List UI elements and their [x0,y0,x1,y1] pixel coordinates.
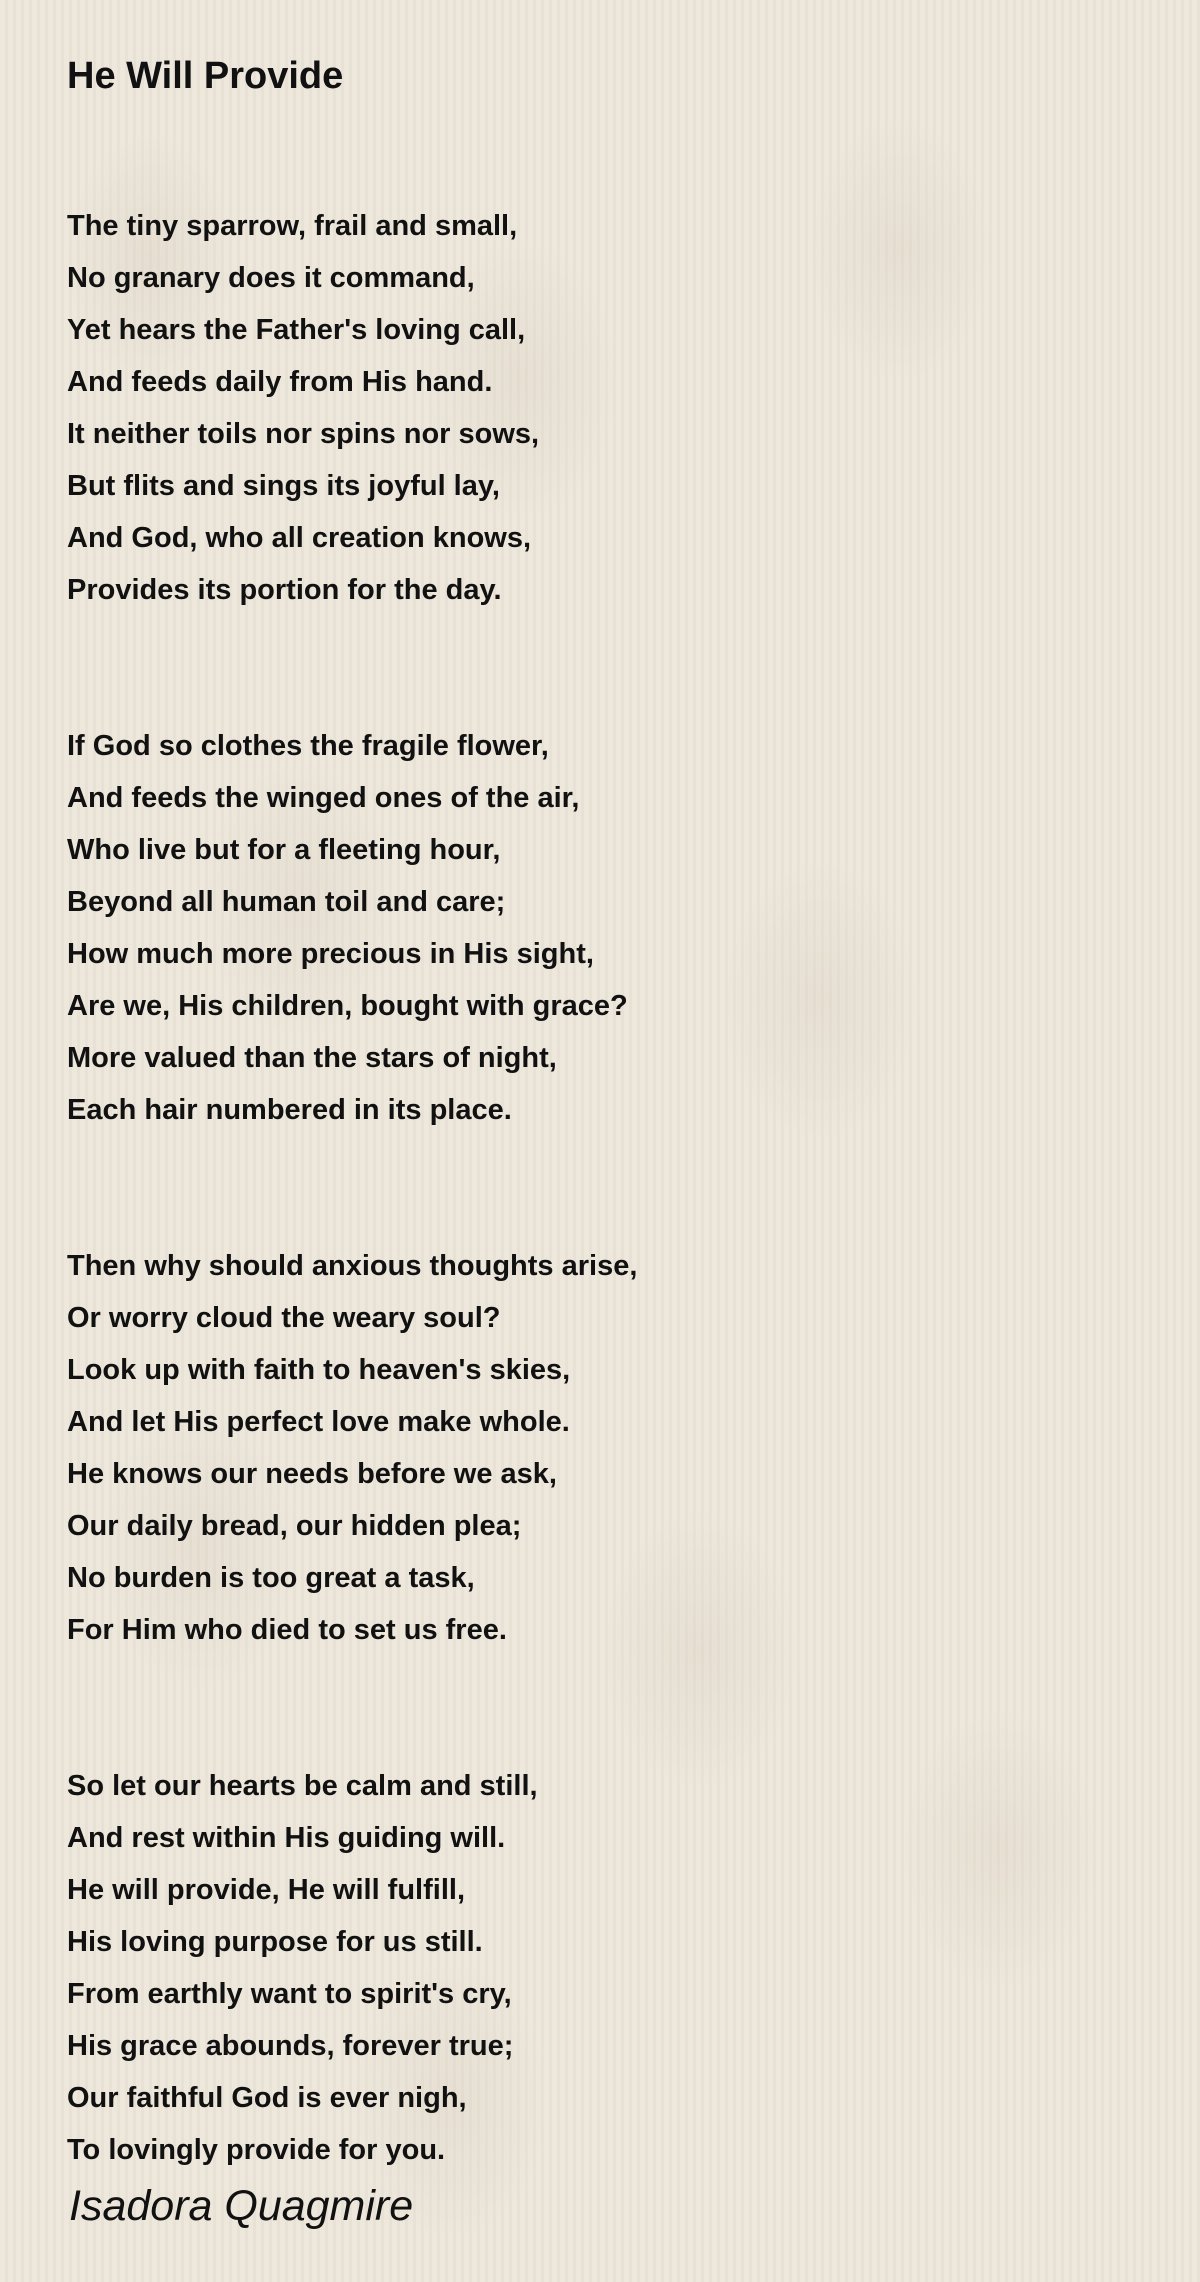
poem-line: And God, who all creation knows, [67,522,532,554]
poem-line: It neither toils nor spins nor sows, [67,418,540,450]
poem-line: And feeds the winged ones of the air, [67,782,580,814]
poem-line: How much more precious in His sight, [67,938,594,970]
poem-line: From earthly want to spirit's cry, [67,1978,512,2010]
poem-line: Who live but for a fleeting hour, [67,834,501,866]
poem-line: For Him who died to set us free. [67,1614,507,1646]
poem-body [67,200,1147,2176]
poem-line: And let His perfect love make whole. [67,1406,570,1438]
poem-line: To lovingly provide for you. [67,2134,446,2166]
poem-line: But flits and sings its joyful lay, [67,470,500,502]
poem-line: And rest within His guiding will. [67,1822,506,1854]
poem-line: More valued than the stars of night, [67,1042,557,1074]
poem-line: He knows our needs before we ask, [67,1458,557,1490]
poem-author: Isadora Quagmire [69,2182,414,2230]
stanza-1 [67,200,1147,616]
poem-title: He Will Provide [67,55,344,97]
poem-line: The tiny sparrow, frail and small, [67,210,518,242]
poem-line: He will provide, He will fulfill, [67,1874,465,1906]
stanza-4 [67,1760,1147,2176]
stanza-2 [67,720,1147,1136]
poem-line: His loving purpose for us still. [67,1926,483,1958]
stanza-3 [67,1240,1147,1656]
poem-line: And feeds daily from His hand. [67,366,493,398]
poem-line: Or worry cloud the weary soul? [67,1302,501,1334]
poem-line: Then why should anxious thoughts arise, [67,1250,638,1282]
poem-line: If God so clothes the fragile flower, [67,730,549,762]
poem-line: No burden is too great a task, [67,1562,475,1594]
poem-line: Our faithful God is ever nigh, [67,2082,467,2114]
poem-line: Our daily bread, our hidden plea; [67,1510,522,1542]
poem-line: Provides its portion for the day. [67,574,502,606]
poem-line: Are we, His children, bought with grace? [67,990,628,1022]
poem-line: His grace abounds, forever true; [67,2030,514,2062]
poem-line: Yet hears the Father's loving call, [67,314,526,346]
poem-line: No granary does it command, [67,262,475,294]
poem-container [67,50,1147,2176]
poem-line: Each hair numbered in its place. [67,1094,512,1126]
poem-line: Look up with faith to heaven's skies, [67,1354,571,1386]
poem-line: Beyond all human toil and care; [67,886,506,918]
poem-line: So let our hearts be calm and still, [67,1770,538,1802]
